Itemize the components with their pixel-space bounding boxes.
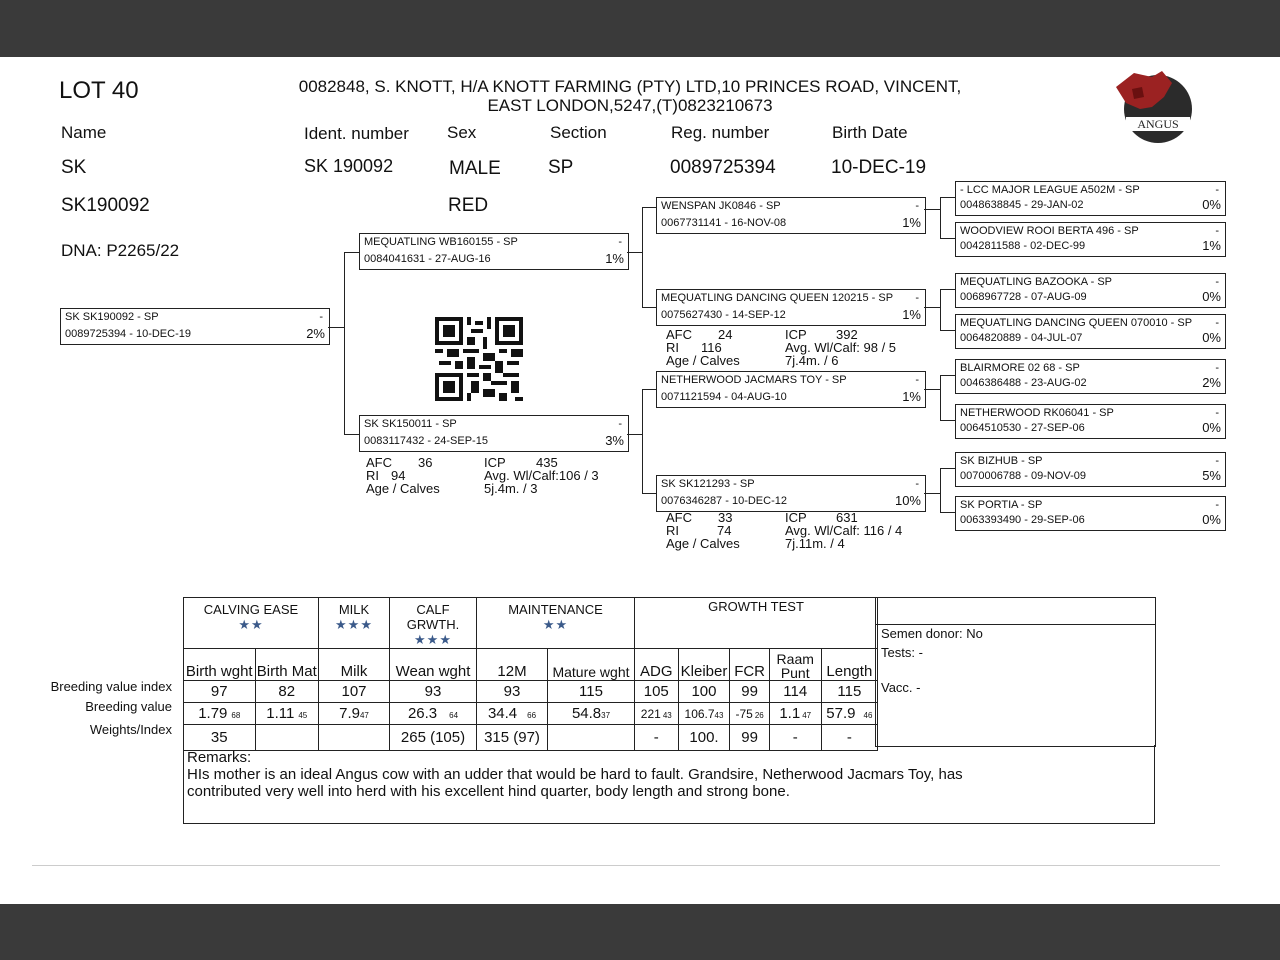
pedigree-name: - LCC MAJOR LEAGUE A502M - SP bbox=[960, 184, 1140, 196]
wi-cell: - bbox=[635, 725, 679, 751]
bvi-cell: 115 bbox=[548, 681, 635, 703]
pedigree-pct: 1% bbox=[902, 389, 921, 404]
afc-value: 36 bbox=[418, 455, 433, 470]
row-label-bv: Breeding value bbox=[85, 699, 172, 714]
star-rating: ★★★ bbox=[335, 617, 373, 632]
logo-text: ANGUS bbox=[1137, 117, 1179, 131]
pedigree-reg: 0071121594 - 04-AUG-10 bbox=[661, 391, 787, 403]
bv-value: 106.7 bbox=[684, 706, 715, 721]
dam-dam-stats bbox=[666, 510, 903, 551]
ri-label: RI bbox=[666, 523, 679, 538]
pedigree-pct: 0% bbox=[1202, 289, 1221, 304]
wi-cell: - bbox=[821, 725, 877, 751]
remarks-box bbox=[183, 745, 1155, 824]
bvi-cell: 100 bbox=[678, 681, 730, 703]
bv-value: 7.9 bbox=[339, 705, 360, 722]
bv-accuracy: 43 bbox=[714, 710, 724, 720]
side-info bbox=[875, 597, 1156, 747]
header-section: Section bbox=[550, 123, 607, 142]
owner-address bbox=[270, 77, 990, 115]
pedigree-pct: 2% bbox=[306, 326, 325, 341]
pedigree-name: SK SK150011 - SP bbox=[364, 418, 457, 430]
header-reg: Reg. number bbox=[671, 123, 770, 142]
pedigree-name: WOODVIEW ROOI BERTA 496 - SP bbox=[960, 225, 1139, 237]
semen-donor: Semen donor: No bbox=[881, 626, 983, 641]
angus-logo bbox=[1112, 67, 1196, 147]
pedigree-dash: - bbox=[915, 200, 919, 212]
pedigree-pct: 0% bbox=[1202, 512, 1221, 527]
pedigree-dash: - bbox=[1215, 184, 1219, 196]
pedigree-name: SK SK121293 - SP bbox=[661, 478, 755, 490]
pedigree-g-6 bbox=[955, 404, 1226, 439]
bvi-cell: 93 bbox=[390, 681, 477, 703]
header-name: Name bbox=[61, 123, 107, 142]
pedigree-reg: 0064820889 - 04-JUL-07 bbox=[960, 332, 1083, 344]
pedigree-name: MEQUATLING BAZOOKA - SP bbox=[960, 276, 1112, 288]
bv-cell bbox=[678, 703, 730, 725]
bv-accuracy: 47 bbox=[802, 711, 812, 720]
col-mature-wght: Mature wght bbox=[548, 649, 635, 681]
dna-code: DNA: P2265/22 bbox=[61, 241, 180, 260]
sire-dam-stats bbox=[666, 327, 897, 368]
remarks-label: Remarks: bbox=[187, 749, 252, 766]
animal-sex: MALE bbox=[449, 158, 501, 179]
bv-value: 221 bbox=[640, 706, 661, 721]
col-birth-mat: Birth Mat bbox=[255, 649, 318, 681]
ri-value: 116 bbox=[701, 340, 722, 355]
pedigree-name: WENSPAN JK0846 - SP bbox=[661, 200, 781, 212]
wi-cell: - bbox=[769, 725, 821, 751]
wi-cell: 315 (97) bbox=[477, 725, 548, 751]
pedigree-pct: 0% bbox=[1202, 420, 1221, 435]
icp-value: 392 bbox=[836, 327, 858, 342]
bv-cell bbox=[548, 703, 635, 725]
pedigree-g-8 bbox=[955, 496, 1226, 531]
bv-value: 1.1 bbox=[779, 705, 801, 722]
pedigree-reg: 0048638845 - 29-JAN-02 bbox=[960, 199, 1084, 211]
animal-name: SK bbox=[61, 157, 87, 178]
ri-label: RI bbox=[666, 340, 679, 355]
bvi-cell: 82 bbox=[255, 681, 318, 703]
header-ident: Ident. number bbox=[304, 124, 409, 143]
afc-value: 24 bbox=[718, 327, 733, 342]
pedigree-reg: 0084041631 - 27-AUG-16 bbox=[364, 253, 491, 265]
ri-value: 94 bbox=[391, 468, 406, 483]
col-milk: Milk bbox=[319, 649, 390, 681]
bvi-cell: 93 bbox=[477, 681, 548, 703]
group-label: CALVING EASE bbox=[203, 602, 299, 617]
afc-label: AFC bbox=[366, 455, 392, 470]
pedigree-reg: 0076346287 - 10-DEC-12 bbox=[661, 495, 787, 507]
pedigree-dash: - bbox=[1215, 407, 1219, 419]
col-adg: ADG bbox=[635, 649, 679, 681]
bv-accuracy: 26 bbox=[754, 710, 764, 720]
animal-colour: RED bbox=[448, 195, 489, 216]
dam-stats bbox=[366, 455, 599, 496]
pedigree-name: NETHERWOOD RK06041 - SP bbox=[960, 407, 1114, 419]
group-growth-test bbox=[635, 598, 878, 649]
pedigree-reg: 0070006788 - 09-NOV-09 bbox=[960, 470, 1086, 482]
pedigree-reg: 0046386488 - 23-AUG-02 bbox=[960, 377, 1087, 389]
ri-value: 74 bbox=[717, 523, 732, 538]
bv-value: -75 bbox=[735, 706, 753, 721]
pedigree-dam-sire bbox=[656, 371, 926, 408]
bv-value: 1.11 bbox=[266, 705, 295, 722]
wi-cell: 35 bbox=[184, 725, 256, 751]
pedigree-dash: - bbox=[1215, 225, 1219, 237]
animal-name-2: SK190092 bbox=[61, 195, 150, 216]
bv-accuracy: 66 bbox=[527, 711, 537, 720]
bv-accuracy: 43 bbox=[662, 710, 672, 720]
avg-calf: Avg. Wl/Calf: 98 / 5 bbox=[785, 340, 897, 355]
age-value: 5j.4m. / 3 bbox=[484, 481, 538, 496]
row-label-bvi: Breeding value index bbox=[50, 679, 172, 694]
bv-accuracy: 46 bbox=[863, 711, 873, 720]
bv-cell bbox=[255, 703, 318, 725]
pedigree-pct: 1% bbox=[1202, 238, 1221, 253]
pedigree-sire-dam bbox=[656, 289, 926, 326]
qr-code bbox=[435, 317, 523, 401]
bv-accuracy: 47 bbox=[359, 711, 369, 720]
pedigree-dash: - bbox=[1215, 317, 1219, 329]
pedigree-name: BLAIRMORE 02 68 - SP bbox=[960, 362, 1080, 374]
bv-value: 57.9 bbox=[826, 705, 856, 722]
bottom-bar bbox=[0, 904, 1280, 960]
remarks-line-2: contributed very well into herd with his excellent hind quarter, body length and strong bone. bbox=[187, 783, 790, 800]
col-birth-wght: Birth wght bbox=[184, 649, 256, 681]
row-label-weights: Weights/Index bbox=[89, 722, 172, 737]
icp-value: 435 bbox=[536, 455, 558, 470]
bvi-cell: 114 bbox=[769, 681, 821, 703]
pedigree-dash: - bbox=[915, 292, 919, 304]
pedigree-g-7 bbox=[955, 452, 1226, 487]
group-label: CALF GRWTH. bbox=[406, 602, 460, 632]
pedigree-name: MEQUATLING DANCING QUEEN 070010 - SP bbox=[960, 317, 1193, 329]
pedigree-dash: - bbox=[1215, 276, 1219, 288]
pedigree-reg: 0068967728 - 07-AUG-09 bbox=[960, 291, 1087, 303]
pedigree-pct: 1% bbox=[902, 215, 921, 230]
pedigree-reg: 0063393490 - 29-SEP-06 bbox=[960, 514, 1085, 526]
pedigree-pct: 5% bbox=[1202, 468, 1221, 483]
avg-calf: Avg. Wl/Calf:106 / 3 bbox=[484, 468, 599, 483]
lot-number: LOT 40 bbox=[59, 77, 139, 104]
pedigree-reg: 0083117432 - 24-SEP-15 bbox=[364, 435, 488, 447]
age-value: 7j.4m. / 6 bbox=[785, 353, 839, 368]
bv-cell bbox=[730, 703, 769, 725]
pedigree-pct: 1% bbox=[605, 251, 624, 266]
star-rating: ★★★ bbox=[414, 632, 452, 647]
bv-cell bbox=[390, 703, 477, 725]
pedigree-name: SK PORTIA - SP bbox=[960, 499, 1043, 511]
pedigree-reg: 0067731141 - 16-NOV-08 bbox=[661, 217, 787, 229]
pedigree-name: MEQUATLING DANCING QUEEN 120215 - SP bbox=[661, 292, 894, 304]
animal-birth: 10-DEC-19 bbox=[831, 157, 927, 178]
pedigree-pct: 0% bbox=[1202, 197, 1221, 212]
afc-value: 33 bbox=[718, 510, 733, 525]
col-length: Length bbox=[821, 649, 877, 681]
pedigree-pct: 2% bbox=[1202, 375, 1221, 390]
bv-cell bbox=[769, 703, 821, 725]
group-maintenance bbox=[477, 598, 635, 649]
bvi-cell: 115 bbox=[821, 681, 877, 703]
pedigree-reg: 0064510530 - 27-SEP-06 bbox=[960, 422, 1085, 434]
col-fcr: FCR bbox=[730, 649, 769, 681]
pedigree-reg: 0089725394 - 10-DEC-19 bbox=[65, 328, 191, 340]
pedigree-pct: 10% bbox=[894, 493, 921, 508]
age-value: 7j.11m. / 4 bbox=[785, 536, 845, 551]
pedigree-dash: - bbox=[618, 236, 622, 248]
pedigree-dash: - bbox=[1215, 455, 1219, 467]
bv-accuracy: 64 bbox=[449, 711, 459, 720]
ri-label: RI bbox=[366, 468, 379, 483]
pedigree-self bbox=[60, 308, 330, 345]
pedigree-dash: - bbox=[618, 418, 622, 430]
animal-ident: SK 190092 bbox=[304, 156, 394, 176]
traits-table bbox=[183, 597, 878, 751]
icp-label: ICP bbox=[785, 510, 807, 525]
pedigree-g-1 bbox=[955, 181, 1226, 216]
bvi-cell: 99 bbox=[730, 681, 769, 703]
document-page bbox=[0, 57, 1280, 904]
afc-label: AFC bbox=[666, 510, 692, 525]
owner-line-2: EAST LONDON,5247,(T)0823210673 bbox=[487, 96, 773, 115]
bvi-cell: 97 bbox=[184, 681, 256, 703]
tests: Tests: - bbox=[881, 645, 923, 660]
vaccinations: Vacc. - bbox=[881, 680, 921, 695]
bv-value: 26.3 bbox=[407, 705, 438, 722]
pedigree-g-5 bbox=[955, 359, 1226, 394]
bv-value: 1.79 bbox=[198, 705, 228, 722]
age-label: Age / Calves bbox=[666, 353, 740, 368]
icp-value: 631 bbox=[836, 510, 858, 525]
owner-line-1: 0082848, S. KNOTT, H/A KNOTT FARMING (PTY) LTD,10 PRINCES ROAD, VINCENT, bbox=[298, 77, 962, 96]
group-label: GROWTH TEST bbox=[708, 599, 804, 614]
pedigree-dash: - bbox=[1215, 499, 1219, 511]
animal-section: SP bbox=[548, 157, 574, 178]
col-wean-wght: Wean wght bbox=[390, 649, 477, 681]
col-12m: 12M bbox=[477, 649, 548, 681]
pedigree-dam-dam bbox=[656, 475, 926, 512]
pedigree-g-3 bbox=[955, 273, 1226, 308]
bvi-cell: 105 bbox=[635, 681, 679, 703]
pedigree-name: NETHERWOOD JACMARS TOY - SP bbox=[661, 374, 847, 386]
pedigree-dam bbox=[359, 415, 629, 452]
bv-cell bbox=[821, 703, 877, 725]
pedigree-dash: - bbox=[1215, 362, 1219, 374]
group-label: MAINTENANCE bbox=[508, 602, 603, 617]
bv-cell bbox=[184, 703, 256, 725]
icp-label: ICP bbox=[785, 327, 807, 342]
pedigree-pct: 0% bbox=[1202, 330, 1221, 345]
bv-accuracy: 68 bbox=[231, 711, 241, 720]
bvi-cell: 107 bbox=[319, 681, 390, 703]
header-birth: Birth Date bbox=[832, 123, 908, 142]
col-raam-punt: Raam Punt bbox=[769, 649, 821, 681]
bv-value: 34.4 bbox=[487, 705, 518, 722]
avg-calf: Avg. Wl/Calf: 116 / 4 bbox=[785, 523, 903, 538]
age-label: Age / Calves bbox=[366, 481, 440, 496]
pedigree-pct: 3% bbox=[605, 433, 624, 448]
pedigree-reg: 0075627430 - 14-SEP-12 bbox=[661, 309, 786, 321]
bv-accuracy: 45 bbox=[298, 711, 308, 720]
pedigree-dash: - bbox=[915, 374, 919, 386]
row-bv bbox=[184, 703, 878, 725]
age-label: Age / Calves bbox=[666, 536, 740, 551]
bv-cell bbox=[635, 703, 679, 725]
header-sex: Sex bbox=[447, 123, 477, 142]
divider bbox=[32, 865, 1220, 866]
pedigree-sire bbox=[359, 233, 629, 270]
bv-accuracy: 37 bbox=[601, 711, 611, 720]
top-bar bbox=[0, 0, 1280, 57]
pedigree-dash: - bbox=[915, 478, 919, 490]
star-rating: ★★ bbox=[542, 617, 569, 632]
bv-cell bbox=[319, 703, 390, 725]
pedigree-name: MEQUATLING WB160155 - SP bbox=[364, 236, 518, 248]
pedigree-g-2 bbox=[955, 222, 1226, 257]
pedigree-reg: 0042811588 - 02-DEC-99 bbox=[960, 240, 1086, 252]
group-calving-ease bbox=[184, 598, 319, 649]
pedigree-g-4 bbox=[955, 314, 1226, 349]
bv-cell bbox=[477, 703, 548, 725]
pedigree-pct: 1% bbox=[902, 307, 921, 322]
afc-label: AFC bbox=[666, 327, 692, 342]
col-kleiber: Kleiber bbox=[678, 649, 730, 681]
pedigree-dash: - bbox=[319, 311, 323, 323]
animal-reg: 0089725394 bbox=[670, 157, 776, 178]
row-bvi bbox=[184, 681, 878, 703]
pedigree-sire-sire bbox=[656, 197, 926, 234]
pedigree-name: SK BIZHUB - SP bbox=[960, 455, 1043, 467]
remarks-line-1: HIs mother is an ideal Angus cow with an udder that would be hard to fault. Grandsire, Netherwood Jacmars Toy, has bbox=[187, 766, 963, 783]
wi-cell: 100. bbox=[678, 725, 730, 751]
icp-label: ICP bbox=[484, 455, 506, 470]
bv-value: 54.8 bbox=[571, 705, 602, 722]
group-milk bbox=[319, 598, 390, 649]
pedigree-name: SK SK190092 - SP bbox=[65, 311, 159, 323]
wi-cell: 99 bbox=[730, 725, 769, 751]
group-calf-growth bbox=[390, 598, 477, 649]
wi-cell: 265 (105) bbox=[390, 725, 477, 751]
group-label: MILK bbox=[338, 602, 370, 617]
star-rating: ★★ bbox=[238, 617, 264, 632]
